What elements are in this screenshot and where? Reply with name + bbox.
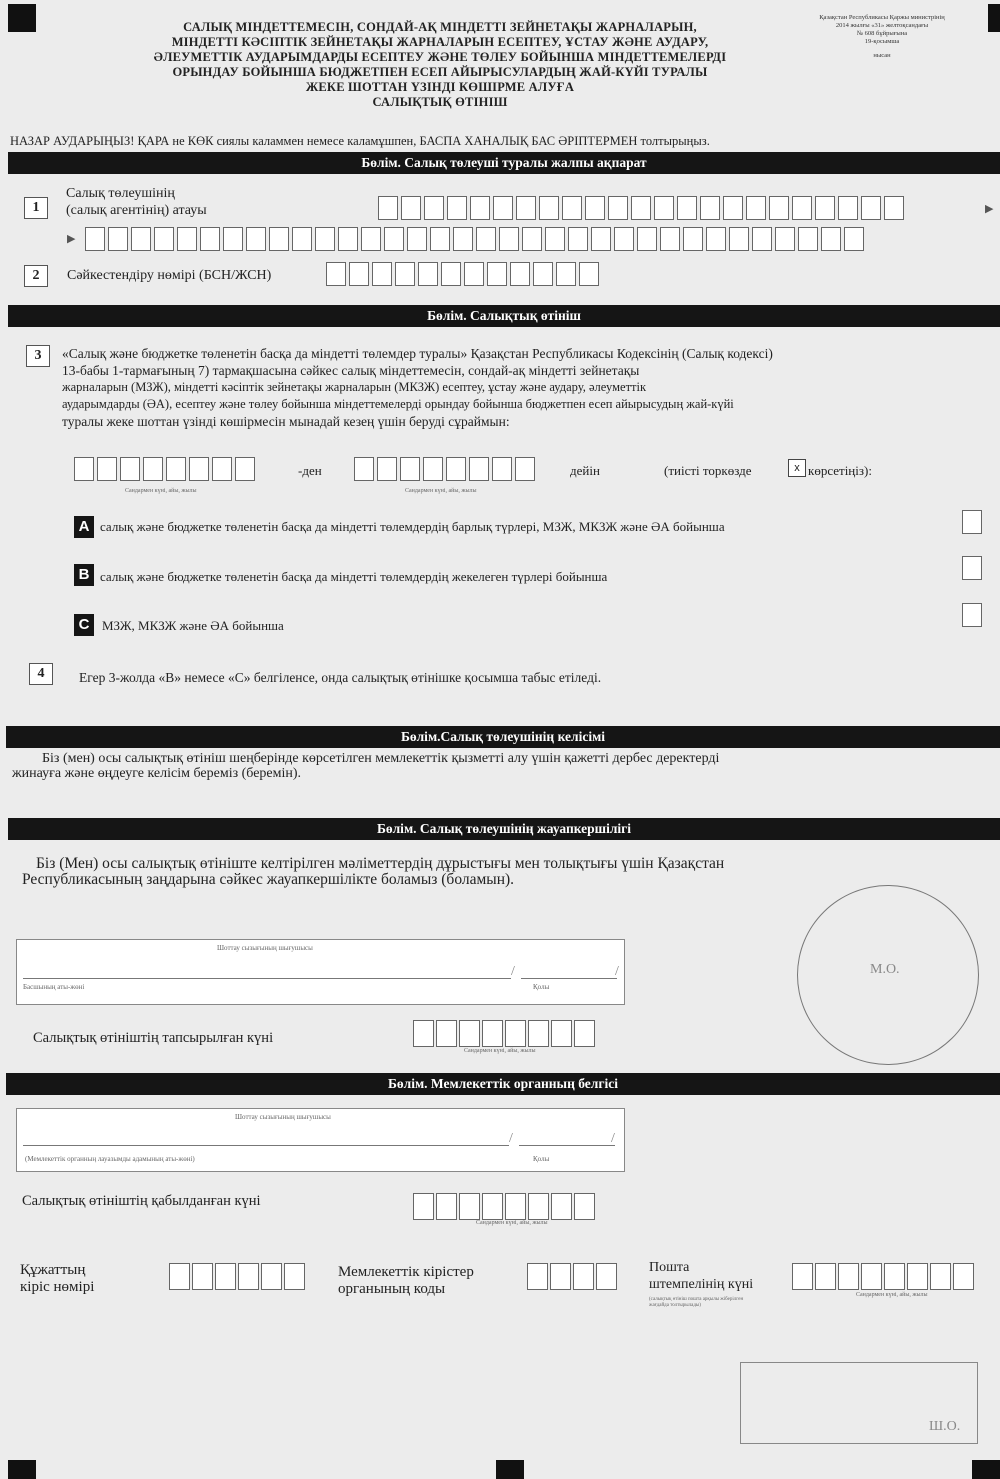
input-cell[interactable] bbox=[97, 457, 117, 481]
sign-caption: Қолы bbox=[533, 1155, 550, 1163]
input-cell[interactable] bbox=[654, 196, 674, 220]
input-cell[interactable] bbox=[238, 1263, 259, 1290]
continue-arrow-icon: ▶ bbox=[985, 203, 994, 215]
to-label: дейін bbox=[570, 463, 600, 478]
registration-mark-top-right bbox=[988, 4, 1000, 32]
input-cell[interactable] bbox=[815, 196, 835, 220]
input-cell[interactable] bbox=[354, 457, 374, 481]
section-consent-header: Бөлім.Салық төлеушінің келісімі bbox=[6, 726, 1000, 748]
appendix-line: Қазақстан Республикасы Қаржы министрінің bbox=[819, 14, 945, 21]
date-format-hint: Сандармен күні, айы, жылы bbox=[405, 488, 477, 494]
submission-date-label: Салықтық өтініштің тапсырылған күні bbox=[33, 1030, 274, 1046]
input-cell[interactable] bbox=[505, 1193, 526, 1220]
request-line: жарналарын (МЗЖ), міндетті кәсіптік зейнетақы жарналарын (МКЗЖ) есептеу, ұстау және аудару, әлеуметтік bbox=[62, 380, 647, 394]
input-cell[interactable] bbox=[169, 1263, 190, 1290]
input-cell[interactable] bbox=[482, 1020, 503, 1047]
input-cell[interactable] bbox=[953, 1263, 974, 1290]
input-cell[interactable] bbox=[400, 457, 420, 481]
title-line: САЛЫҚТЫҚ ӨТІНІШ bbox=[372, 95, 508, 109]
field-number-3: 3 bbox=[26, 345, 50, 367]
input-cell[interactable] bbox=[284, 1263, 305, 1290]
bin-iin-label: Сәйкестендіру нөмірі (БСН/ЖСН) bbox=[67, 268, 272, 283]
label-line: кіріс нөмірі bbox=[20, 1279, 95, 1295]
input-cell[interactable] bbox=[464, 262, 484, 286]
label-line: Құжаттың bbox=[20, 1262, 86, 1278]
request-text bbox=[62, 345, 773, 430]
name-line bbox=[23, 1145, 509, 1146]
input-cell[interactable] bbox=[436, 1020, 457, 1047]
sign-caption: Қолы bbox=[533, 983, 550, 991]
input-cell[interactable] bbox=[108, 227, 128, 251]
period-to-date-cells[interactable] bbox=[354, 457, 538, 481]
option-c-text: МЗЖ, МКЗЖ және ӘА бойынша bbox=[102, 618, 284, 633]
input-cell[interactable] bbox=[85, 227, 105, 251]
input-cell[interactable] bbox=[930, 1263, 951, 1290]
attachment-note: Егер 3-жолда «В» немесе «С» белгіленсе, онда салықтық өтінішке қосымша табыс етіледі. bbox=[79, 670, 602, 685]
input-cell[interactable] bbox=[459, 1020, 480, 1047]
input-cell[interactable] bbox=[861, 1263, 882, 1290]
fill-instruction: НАЗАР АУДАРЫҢЫЗ! ҚАРА не КӨК сиялы каламмен немесе каламұшпен, БАСПА ХАНАЛЫҚ БАС ӘРІПТЕРМЕН толтырыңыз. bbox=[10, 134, 710, 148]
input-cell[interactable] bbox=[505, 1020, 526, 1047]
option-a-letter: A bbox=[74, 516, 94, 538]
sign-line bbox=[519, 1145, 615, 1146]
input-cell[interactable] bbox=[261, 1263, 282, 1290]
postmark-date-label bbox=[649, 1259, 753, 1293]
continue-arrow-icon: ▶ bbox=[67, 233, 76, 245]
separator-slash: / bbox=[615, 964, 619, 979]
responsibility-line: Біз (Мен) осы салықтық өтініште келтірілген мәліметтердің дұрыстығы мен толықтығы үшін Қазақстан bbox=[36, 855, 725, 872]
input-cell[interactable] bbox=[177, 227, 197, 251]
section-general-info-header: Бөлім. Салық төлеуші туралы жалпы ақпарат bbox=[8, 152, 1000, 174]
label-line: Салық төлеушінің bbox=[66, 186, 175, 201]
responsibility-text bbox=[22, 856, 724, 888]
period-from-date-cells[interactable] bbox=[74, 457, 258, 481]
option-c-letter: C bbox=[74, 614, 94, 636]
input-cell[interactable] bbox=[637, 227, 657, 251]
acceptance-date-label: Салықтық өтініштің қабылданған күні bbox=[22, 1193, 261, 1209]
registration-mark-bottom-left bbox=[8, 1460, 36, 1479]
input-cell[interactable] bbox=[120, 457, 140, 481]
taxpayer-name-cells-row1[interactable] bbox=[378, 196, 907, 220]
input-cell[interactable] bbox=[769, 196, 789, 220]
separator-slash: / bbox=[611, 1131, 615, 1146]
input-cell[interactable] bbox=[447, 196, 467, 220]
taxpayer-name-label bbox=[66, 185, 207, 219]
input-cell[interactable] bbox=[528, 1020, 549, 1047]
input-cell[interactable] bbox=[74, 457, 94, 481]
registration-mark-top-left bbox=[8, 4, 36, 32]
label-line: Пошта bbox=[649, 1260, 690, 1275]
input-cell[interactable] bbox=[424, 196, 444, 220]
input-cell[interactable] bbox=[574, 1020, 595, 1047]
input-cell[interactable] bbox=[493, 196, 513, 220]
input-cell[interactable] bbox=[192, 1263, 213, 1290]
input-cell[interactable] bbox=[235, 457, 255, 481]
input-cell[interactable] bbox=[200, 227, 220, 251]
input-cell[interactable] bbox=[372, 262, 392, 286]
postmark-date-cells[interactable] bbox=[792, 1263, 976, 1290]
input-cell[interactable] bbox=[551, 1020, 572, 1047]
input-cell[interactable] bbox=[453, 227, 473, 251]
input-cell[interactable] bbox=[528, 1193, 549, 1220]
input-cell[interactable] bbox=[792, 196, 812, 220]
input-cell[interactable] bbox=[469, 457, 489, 481]
signature-caption: Шоттау сызығының шығушысы bbox=[235, 1113, 331, 1121]
input-cell[interactable] bbox=[516, 196, 536, 220]
from-label: -ден bbox=[298, 463, 322, 478]
input-cell[interactable] bbox=[515, 457, 535, 481]
input-cell[interactable] bbox=[723, 196, 743, 220]
option-c-checkbox[interactable] bbox=[962, 603, 982, 627]
incoming-doc-number-cells[interactable] bbox=[169, 1263, 307, 1290]
input-cell[interactable] bbox=[844, 227, 864, 251]
title-line: САЛЫҚ МІНДЕТТЕМЕСІН, СОНДАЙ-АҚ МІНДЕТТІ ЗЕЙНЕТАҚЫ ЖАРНАЛАРЫН, bbox=[183, 20, 697, 34]
input-cell[interactable] bbox=[212, 457, 232, 481]
input-cell[interactable] bbox=[585, 196, 605, 220]
request-line: 13-бабы 1-тармағының 7) тармақшасына сәйкес салық міндеттемесін, сондай-ақ міндетті зейнетақы bbox=[62, 363, 640, 378]
stamp-label: Ш.О. bbox=[929, 1419, 961, 1434]
signature-caption: Шоттау сызығының шығушысы bbox=[217, 944, 313, 952]
input-cell[interactable] bbox=[215, 1263, 236, 1290]
section-responsibility-header: Бөлім. Салық төлеушінің жауапкершілігі bbox=[8, 818, 1000, 840]
title-line: ЖЕКЕ ШОТТАН ҮЗІНДІ КӨШІРМЕ АЛУҒА bbox=[305, 80, 575, 94]
input-cell[interactable] bbox=[752, 227, 772, 251]
separator-slash: / bbox=[511, 964, 515, 979]
input-cell[interactable] bbox=[223, 227, 243, 251]
input-cell[interactable] bbox=[792, 1263, 813, 1290]
input-cell[interactable] bbox=[884, 196, 904, 220]
input-cell[interactable] bbox=[861, 196, 881, 220]
input-cell[interactable] bbox=[510, 262, 530, 286]
official-stamp-box bbox=[740, 1362, 978, 1444]
input-cell[interactable] bbox=[395, 262, 415, 286]
appendix-note bbox=[782, 14, 982, 60]
input-cell[interactable] bbox=[131, 227, 151, 251]
input-cell[interactable] bbox=[377, 457, 397, 481]
consent-text bbox=[12, 751, 719, 781]
field-number-1: 1 bbox=[24, 197, 48, 219]
date-format-hint: Сандармен күні, айы, жылы bbox=[476, 1220, 548, 1226]
registration-mark-bottom-center bbox=[496, 1460, 524, 1479]
input-cell[interactable] bbox=[562, 196, 582, 220]
input-cell[interactable] bbox=[591, 227, 611, 251]
label-line: штемпелінің күні bbox=[649, 1277, 754, 1292]
input-cell[interactable] bbox=[315, 227, 335, 251]
revenue-authority-code-cells[interactable] bbox=[527, 1263, 619, 1290]
input-cell[interactable] bbox=[413, 1020, 434, 1047]
option-a-checkbox[interactable] bbox=[962, 510, 982, 534]
label-line: органының коды bbox=[338, 1281, 446, 1297]
label-line: Мемлекеттік кірістер bbox=[338, 1264, 474, 1280]
separator-slash: / bbox=[509, 1131, 513, 1146]
input-cell[interactable] bbox=[775, 227, 795, 251]
input-cell[interactable] bbox=[614, 227, 634, 251]
responsibility-line: Республикасының заңдарына сәйкес жауапкершілікте боламыз (боламын). bbox=[22, 871, 515, 888]
input-cell[interactable] bbox=[522, 227, 542, 251]
input-cell[interactable] bbox=[608, 196, 628, 220]
official-name-caption: (Мемлекеттік органның лауазымды адамының аты-жөні) bbox=[25, 1155, 195, 1163]
input-cell[interactable] bbox=[459, 1193, 480, 1220]
input-cell[interactable] bbox=[700, 196, 720, 220]
form-title bbox=[90, 20, 790, 110]
input-cell[interactable] bbox=[361, 227, 381, 251]
input-cell[interactable] bbox=[441, 262, 461, 286]
section-tax-application-header: Бөлім. Салықтық өтініш bbox=[8, 305, 1000, 327]
seal-circle bbox=[797, 885, 979, 1065]
input-cell[interactable] bbox=[423, 457, 443, 481]
postmark-note: (салықтық өтініш пошта арқылы жіберілген жағдайда толтырылады) bbox=[649, 1297, 744, 1308]
input-cell[interactable] bbox=[551, 1193, 572, 1220]
registration-mark-bottom-right bbox=[972, 1460, 1000, 1479]
consent-line: Біз (мен) осы салықтық өтініш шеңберінде көрсетілген мемлекеттік қызметті алу үшін қажетті дербес деректерді bbox=[42, 751, 720, 766]
input-cell[interactable] bbox=[596, 1263, 617, 1290]
official-signature-box[interactable] bbox=[16, 1108, 625, 1172]
input-cell[interactable] bbox=[573, 1263, 594, 1290]
input-cell[interactable] bbox=[476, 227, 496, 251]
input-cell[interactable] bbox=[246, 227, 266, 251]
seal-label: М.О. bbox=[870, 962, 900, 977]
request-line: туралы жеке шоттан үзінді көшірмесін мынадай кезең үшін беруді сұраймын: bbox=[62, 414, 510, 429]
input-cell[interactable] bbox=[556, 262, 576, 286]
input-cell[interactable] bbox=[746, 196, 766, 220]
consent-line: жинауға және өңдеуге келісім береміз (беремін). bbox=[12, 766, 302, 781]
input-cell[interactable] bbox=[539, 196, 559, 220]
input-cell[interactable] bbox=[729, 227, 749, 251]
title-line: МІНДЕТТІ КӘСІПТІК ЗЕЙНЕТАҚЫ ЖАРНАЛАРЫН ЕСЕПТЕУ, ҰСТАУ ЖӘНЕ АУДАРУ, bbox=[171, 35, 709, 49]
label-line: (салық агентінің) атауы bbox=[66, 203, 207, 218]
mark-instruction-pre: (тиісті торкөзде bbox=[664, 463, 752, 478]
title-line: ӘЛЕУМЕТТІК АУДАРЫМДАРДЫ ЕСЕПТЕУ ЖӘНЕ ТӨЛЕУ БОЙЫНША МІНДЕТТЕМЕЛЕРДІ bbox=[153, 50, 727, 64]
appendix-line: № 608 бұйрығына bbox=[856, 30, 908, 37]
input-cell[interactable] bbox=[631, 196, 651, 220]
request-line: «Салық және бюджетке төленетін басқа да міндетті төлемдер туралы» Қазақстан Республикасы Кодексінің (Салық кодексі) bbox=[62, 346, 773, 361]
input-cell[interactable] bbox=[166, 457, 186, 481]
input-cell[interactable] bbox=[683, 227, 703, 251]
submission-date-cells[interactable] bbox=[413, 1020, 597, 1047]
input-cell[interactable] bbox=[545, 227, 565, 251]
request-line: аударымдарды (ӘА), есептеу және төлеу бойынша міндеттемелерді орындау бойынша бюджетпен есеп айырысудың жай-күйі bbox=[62, 397, 734, 411]
mark-instruction-post: көрсетіңіз): bbox=[808, 463, 872, 478]
input-cell[interactable] bbox=[436, 1193, 457, 1220]
input-cell[interactable] bbox=[482, 1193, 503, 1220]
input-cell[interactable] bbox=[815, 1263, 836, 1290]
input-cell[interactable] bbox=[907, 1263, 928, 1290]
appendix-line: 2014 жылғы «31» желтоқсандағы bbox=[835, 22, 929, 29]
manager-name-caption: Басшының аты-жөні bbox=[23, 983, 85, 991]
field-number-2: 2 bbox=[24, 265, 48, 287]
date-format-hint: Сандармен күні, айы, жылы bbox=[856, 1292, 928, 1298]
name-line bbox=[23, 978, 511, 979]
acceptance-date-cells[interactable] bbox=[413, 1193, 597, 1220]
appendix-line: 19-қосымша bbox=[864, 38, 900, 45]
input-cell[interactable] bbox=[470, 196, 490, 220]
sign-line bbox=[521, 978, 617, 979]
input-cell[interactable] bbox=[579, 262, 599, 286]
input-cell[interactable] bbox=[349, 262, 369, 286]
input-cell[interactable] bbox=[407, 227, 427, 251]
option-b-text: салық және бюджетке төленетін басқа да міндетті төлемдердің жекелеген түрлері бойынша bbox=[100, 569, 608, 584]
input-cell[interactable] bbox=[143, 457, 163, 481]
input-cell[interactable] bbox=[527, 1263, 548, 1290]
input-cell[interactable] bbox=[821, 227, 841, 251]
title-line: ОРЫНДАУ БОЙЫНША БЮДЖЕТПЕН ЕСЕП АЙЫРЫСУЛАРДЫҢ ЖАЙ-КҮЙІ ТУРАЛЫ bbox=[172, 65, 708, 79]
x-mark-example-icon: х bbox=[788, 459, 806, 477]
input-cell[interactable] bbox=[798, 227, 818, 251]
field-number-4: 4 bbox=[29, 663, 53, 685]
appendix-line: нысан bbox=[873, 52, 891, 59]
input-cell[interactable] bbox=[384, 227, 404, 251]
input-cell[interactable] bbox=[706, 227, 726, 251]
bin-iin-cells[interactable] bbox=[326, 262, 602, 286]
input-cell[interactable] bbox=[838, 1263, 859, 1290]
input-cell[interactable] bbox=[550, 1263, 571, 1290]
input-cell[interactable] bbox=[326, 262, 346, 286]
input-cell[interactable] bbox=[292, 227, 312, 251]
date-format-hint: Сандармен күні, айы, жылы bbox=[125, 488, 197, 494]
input-cell[interactable] bbox=[189, 457, 209, 481]
input-cell[interactable] bbox=[401, 196, 421, 220]
input-cell[interactable] bbox=[533, 262, 553, 286]
option-a-text: салық және бюджетке төленетін басқа да міндетті төлемдердің барлық түрлері, МЗЖ, МКЗЖ және ӘА бойынша bbox=[100, 519, 725, 534]
incoming-doc-number-label bbox=[20, 1262, 94, 1296]
input-cell[interactable] bbox=[492, 457, 512, 481]
input-cell[interactable] bbox=[568, 227, 588, 251]
input-cell[interactable] bbox=[884, 1263, 905, 1290]
input-cell[interactable] bbox=[574, 1193, 595, 1220]
input-cell[interactable] bbox=[838, 196, 858, 220]
taxpayer-name-cells-row2[interactable] bbox=[85, 227, 867, 251]
input-cell[interactable] bbox=[338, 227, 358, 251]
input-cell[interactable] bbox=[269, 227, 289, 251]
input-cell[interactable] bbox=[677, 196, 697, 220]
input-cell[interactable] bbox=[487, 262, 507, 286]
option-b-letter: B bbox=[74, 564, 94, 586]
input-cell[interactable] bbox=[499, 227, 519, 251]
revenue-authority-code-label bbox=[338, 1264, 474, 1298]
input-cell[interactable] bbox=[660, 227, 680, 251]
input-cell[interactable] bbox=[430, 227, 450, 251]
section-authority-mark-header: Бөлім. Мемлекеттік органның белгісі bbox=[6, 1073, 1000, 1095]
input-cell[interactable] bbox=[154, 227, 174, 251]
taxpayer-signature-box[interactable] bbox=[16, 939, 625, 1005]
input-cell[interactable] bbox=[413, 1193, 434, 1220]
date-format-hint: Сандармен күні, айы, жылы bbox=[464, 1048, 536, 1054]
input-cell[interactable] bbox=[446, 457, 466, 481]
option-b-checkbox[interactable] bbox=[962, 556, 982, 580]
input-cell[interactable] bbox=[418, 262, 438, 286]
input-cell[interactable] bbox=[378, 196, 398, 220]
